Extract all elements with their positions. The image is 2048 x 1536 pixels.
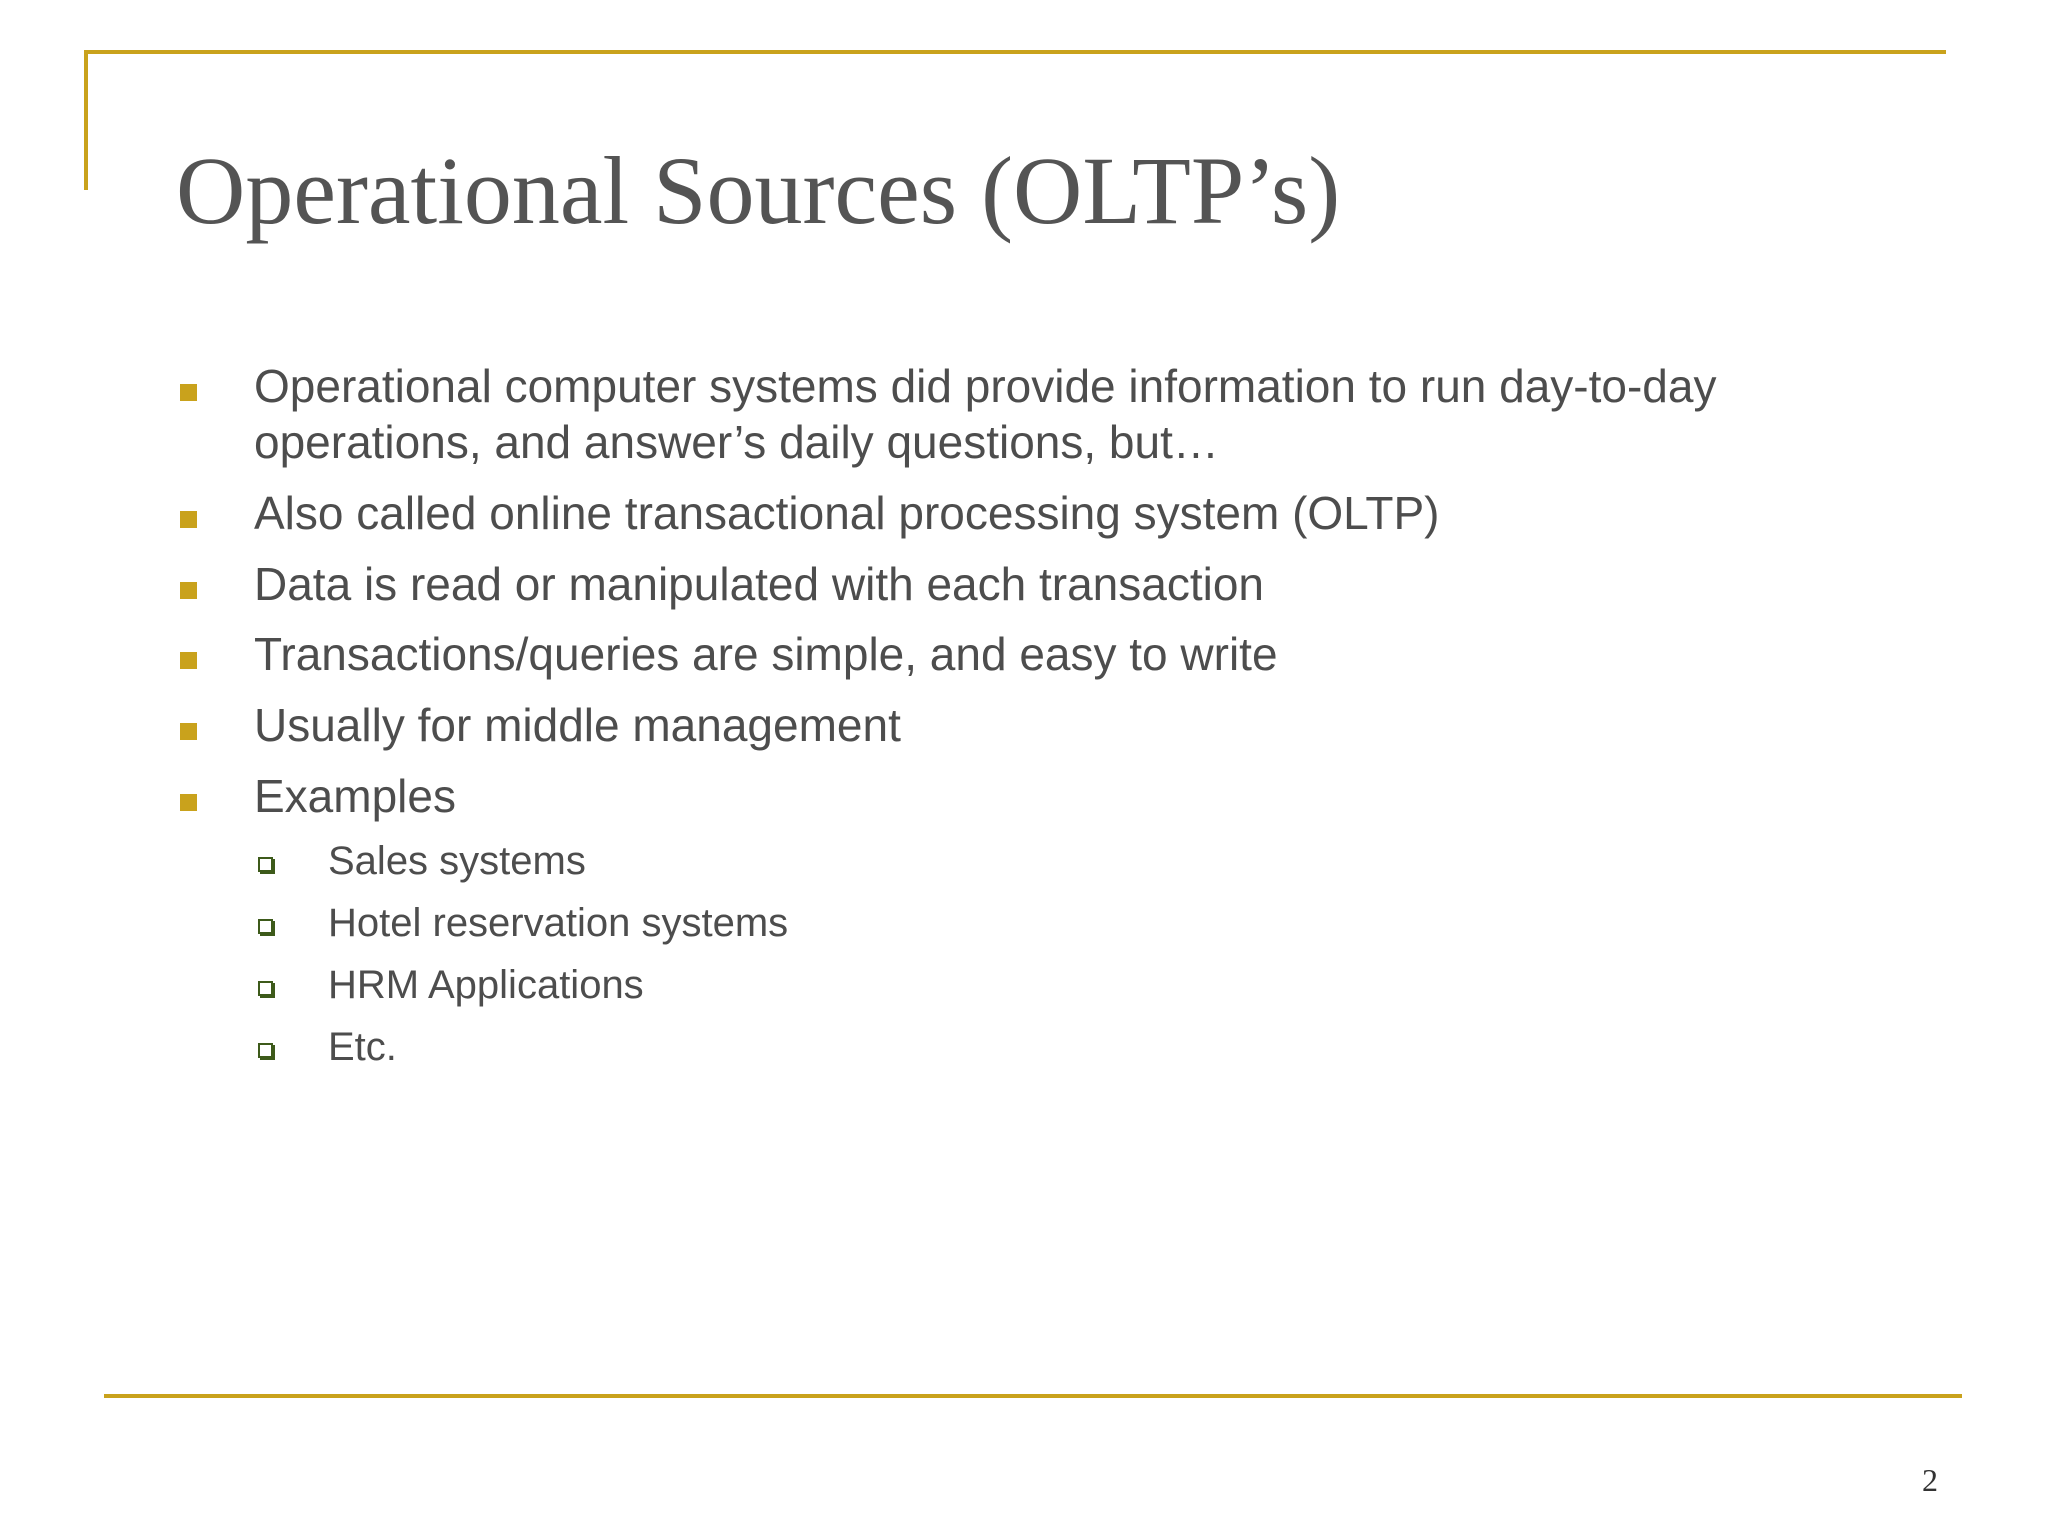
- sub-bullet-item: [328, 961, 644, 1009]
- square-bullet-icon: [180, 384, 197, 401]
- hollow-square-bullet-icon: [258, 857, 273, 872]
- hollow-square-bullet-icon: [258, 919, 273, 934]
- hollow-square-bullet-icon: [258, 981, 273, 996]
- page-number: 2: [1922, 1462, 1938, 1498]
- left-accent-rule: [84, 50, 88, 190]
- hollow-square-bullet-icon: [258, 1043, 273, 1058]
- square-bullet-icon: [180, 794, 197, 811]
- sub-bullet-item: [328, 899, 788, 947]
- bullet-item: [254, 556, 1264, 612]
- square-bullet-icon: [180, 652, 197, 669]
- bullet-item: [254, 358, 1874, 470]
- sub-bullet-text: Hotel reservation systems: [328, 901, 789, 945]
- top-accent-rule: [84, 50, 1946, 54]
- slide-title: Operational Sources (OLTP’s): [176, 137, 1341, 244]
- sub-bullet-item: [328, 837, 586, 885]
- bullet-item: [254, 626, 1278, 682]
- bullet-text: Also called online transactional processing system (OLTP): [254, 487, 1440, 539]
- bullet-text: Data is read or manipulated with each transaction: [254, 558, 1265, 610]
- bullet-text: Usually for middle management: [254, 699, 901, 751]
- bullet-text: Examples: [254, 770, 456, 822]
- sub-bullet-text: Sales systems: [328, 839, 586, 883]
- sub-bullet-text: HRM Applications: [328, 963, 644, 1007]
- bullet-item: [254, 768, 456, 824]
- square-bullet-icon: [180, 511, 197, 528]
- bullet-text: Transactions/queries are simple, and easy to write: [254, 628, 1278, 680]
- bullet-item: [254, 485, 1439, 541]
- bullet-text-line: Operational computer systems did provide information to run day-to-day: [254, 360, 1717, 412]
- bottom-accent-rule: [104, 1394, 1962, 1398]
- square-bullet-icon: [180, 582, 197, 599]
- sub-bullet-text: Etc.: [328, 1025, 397, 1069]
- sub-bullet-item: [328, 1023, 397, 1071]
- bullet-text-line: operations, and answer’s daily questions, but…: [254, 416, 1219, 468]
- square-bullet-icon: [180, 723, 197, 740]
- bullet-item: [254, 697, 901, 753]
